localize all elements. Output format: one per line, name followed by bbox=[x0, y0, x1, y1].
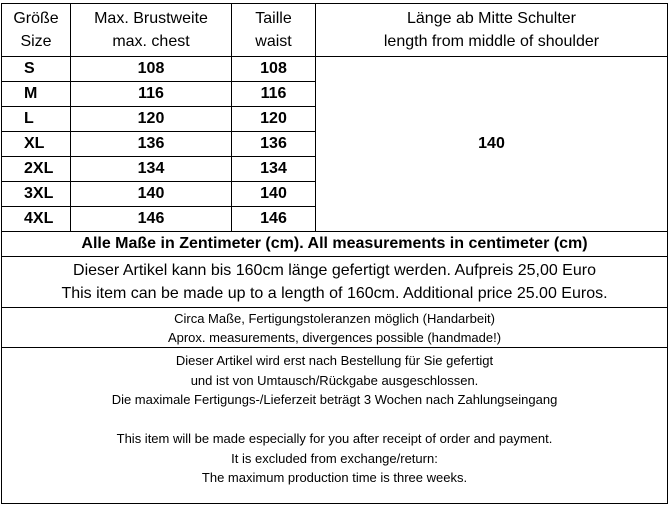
order-note-en-3: The maximum production time is three weeks. bbox=[201, 470, 468, 485]
header-size-en: Size bbox=[20, 33, 52, 50]
chest-cell: 120 bbox=[71, 107, 232, 132]
extension-note-de: Dieser Artikel kann bis 160cm länge gefertigt werden. Aufpreis 25,00 Euro bbox=[73, 262, 596, 279]
size-cell: M bbox=[2, 82, 71, 107]
extension-note-en: This item can be made up to a length of 160cm. Additional price 25.00 Euros. bbox=[61, 285, 608, 302]
chest-cell: 134 bbox=[71, 157, 232, 182]
size-cell: 2XL bbox=[2, 157, 71, 182]
approx-note-de: Circa Maße, Fertigungstoleranzen möglich (Handarbeit) bbox=[174, 310, 495, 326]
waist-cell: 116 bbox=[232, 82, 316, 107]
size-cell: 3XL bbox=[2, 182, 71, 207]
units-note: Alle Maße in Zentimeter (cm). All measurements in centimeter (cm) bbox=[2, 232, 668, 257]
size-cell: 4XL bbox=[2, 207, 71, 232]
extension-note bbox=[2, 257, 668, 308]
approx-note bbox=[2, 308, 668, 348]
size-table bbox=[1, 3, 668, 504]
header-waist-de: Taille bbox=[255, 10, 292, 27]
size-chart bbox=[1, 3, 668, 504]
size-cell: XL bbox=[2, 132, 71, 157]
approx-row bbox=[2, 308, 668, 348]
header-waist bbox=[232, 4, 316, 57]
header-waist-en: waist bbox=[255, 33, 292, 50]
waist-cell: 136 bbox=[232, 132, 316, 157]
header-chest-en: max. chest bbox=[112, 33, 190, 50]
length-cell: 140 bbox=[316, 57, 668, 232]
chest-cell: 116 bbox=[71, 82, 232, 107]
order-row bbox=[2, 348, 668, 504]
header-length bbox=[316, 4, 668, 57]
order-note bbox=[2, 348, 668, 504]
size-cell: L bbox=[2, 107, 71, 132]
order-note-en-2: It is excluded from exchange/return: bbox=[231, 450, 438, 466]
header-row bbox=[2, 4, 668, 57]
chest-cell: 136 bbox=[71, 132, 232, 157]
order-note-de-2: und ist von Umtausch/Rückgabe ausgeschlossen. bbox=[190, 372, 479, 388]
header-length-de: Länge ab Mitte Schulter bbox=[407, 10, 576, 27]
approx-note-en: Aprox. measurements, divergences possible (handmade!) bbox=[167, 329, 502, 345]
waist-cell: 140 bbox=[232, 182, 316, 207]
table-row bbox=[2, 57, 668, 82]
waist-cell: 134 bbox=[232, 157, 316, 182]
order-note-spacer bbox=[2, 410, 667, 430]
header-size bbox=[2, 4, 71, 57]
order-note-en-1: This item will be made especially for you after receipt of order and payment. bbox=[116, 431, 553, 446]
header-chest bbox=[71, 4, 232, 57]
header-chest-de: Max. Brustweite bbox=[94, 10, 208, 27]
chest-cell: 140 bbox=[71, 182, 232, 207]
chest-cell: 108 bbox=[71, 57, 232, 82]
waist-cell: 146 bbox=[232, 207, 316, 232]
waist-cell: 120 bbox=[232, 107, 316, 132]
order-note-de-3: Die maximale Fertigungs-/Lieferzeit beträgt 3 Wochen nach Zahlungseingang bbox=[111, 392, 558, 407]
chest-cell: 146 bbox=[71, 207, 232, 232]
header-length-en: length from middle of shoulder bbox=[383, 33, 600, 50]
order-note-de-1: Dieser Artikel wird erst nach Bestellung für Sie gefertigt bbox=[175, 353, 494, 368]
extension-row bbox=[2, 257, 668, 308]
size-cell: S bbox=[2, 57, 71, 82]
header-size-de: Größe bbox=[13, 10, 59, 27]
units-row bbox=[2, 232, 668, 257]
waist-cell: 108 bbox=[232, 57, 316, 82]
